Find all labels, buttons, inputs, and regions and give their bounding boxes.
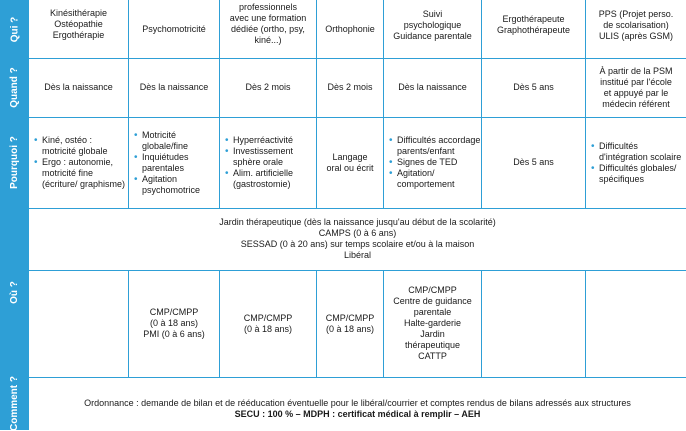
side-label-quand: Quand ? [9, 67, 20, 108]
pourquoi-item: • Motricité globale/fine [134, 130, 219, 152]
comment-line-1: Ordonnance : demande de bilan et de rééducation éventuelle pour le libéral/courrier et comptes rendus de bilans adressés aux structures [84, 397, 631, 408]
ou-general-cell: Jardin thérapeutique (dès la naissance jusqu'au début de la scolarité) CAMPS (0 à 6 ans) SESSAD (0 à 20 ans) sur temps scolaire et/ou à la maison Libéral [219, 217, 496, 260]
qui-cell-3: professionnels avec une formation dédiée (ortho, psy, kiné...) [229, 2, 307, 45]
pourquoi-cell-5 [384, 117, 481, 208]
comment-line-2: SECU : 100 % – MDPH : certificat médical à remplir – AEH [234, 408, 481, 419]
pourquoi-item: • Alim. artificielle (gastrostomie) [225, 168, 316, 190]
quand-cell-3: Dès 2 mois [245, 82, 291, 92]
qui-cell-4: Orthophonie [325, 23, 375, 34]
quand-cell-2: Dès la naissance [139, 82, 209, 92]
pourquoi-cell-3 [220, 117, 316, 208]
ou-cell-5: CMP/CMPP Centre de guidance parentale Halte-garderie Jardin thérapeutique CATTP [393, 285, 472, 361]
qui-cell-7: PPS (Projet perso. de scolarisation) ULIS (après GSM) [598, 8, 674, 41]
qui-cell-2: Psychomotricité [142, 23, 206, 34]
pourquoi-item: • Ergo : autonomie, motricité fine (écriture/ graphisme) [34, 157, 128, 190]
pourquoi-item: • Hyperréactivité [225, 135, 316, 146]
pourquoi-item: • Investissement sphère orale [225, 146, 316, 168]
quand-cell-1: Dès la naissance [44, 82, 113, 92]
pourquoi-cell-6: Dès 5 ans [513, 157, 554, 167]
pourquoi-cell-4: Langage oral ou écrit [326, 151, 374, 173]
qui-cell-1: Kinésithérapie Ostéopathie Ergothérapie [49, 7, 108, 40]
pourquoi-item: • Difficultés d'intégration scolaire [591, 141, 686, 163]
quand-cell-4: Dès 2 mois [327, 82, 373, 92]
pourquoi-item: • Signes de TED [389, 157, 481, 168]
pourquoi-item: • Inquiétudes parentales [134, 152, 219, 174]
qui-cell-6: Ergothérapeute Graphothérapeute [496, 14, 571, 35]
pourquoi-cell-1 [29, 117, 128, 208]
side-label-qui: Qui ? [9, 16, 20, 42]
quand-cell-7: À partir de la PSM institué par l'école et appuyé par le médecin référent [599, 65, 673, 109]
pourquoi-item: • Difficultés globales/ spécifiques [591, 163, 686, 185]
pourquoi-item: • Agitation psychomotrice [134, 174, 219, 196]
quand-cell-5: Dès la naissance [398, 82, 467, 92]
ou-cell-3: CMP/CMPP (0 à 18 ans) [243, 312, 293, 334]
side-label-ou: Où ? [9, 281, 20, 304]
pourquoi-item: • Kiné, ostéo : motricité globale [34, 135, 128, 157]
pourquoi-item: • Difficultés accordage parents/enfant [389, 135, 481, 157]
pourquoi-cell-2 [129, 117, 219, 208]
side-label-pourquoi: Pourquoi ? [9, 136, 20, 189]
side-label-comment: Comment ? [9, 376, 20, 431]
quand-cell-6: Dès 5 ans [513, 82, 554, 92]
qui-cell-5: Suivi psychologique Guidance parentale [393, 8, 472, 41]
col-divider [585, 270, 586, 377]
pourquoi-item: • Agitation/ comportement [389, 168, 481, 190]
ou-cell-4: CMP/CMPP (0 à 18 ans) [325, 312, 375, 334]
ou-cell-2: CMP/CMPP (0 à 18 ans) PMI (0 à 6 ans) [143, 307, 205, 339]
col-divider [481, 270, 482, 377]
comment-cell [29, 377, 686, 430]
pourquoi-cell-7 [586, 117, 686, 208]
